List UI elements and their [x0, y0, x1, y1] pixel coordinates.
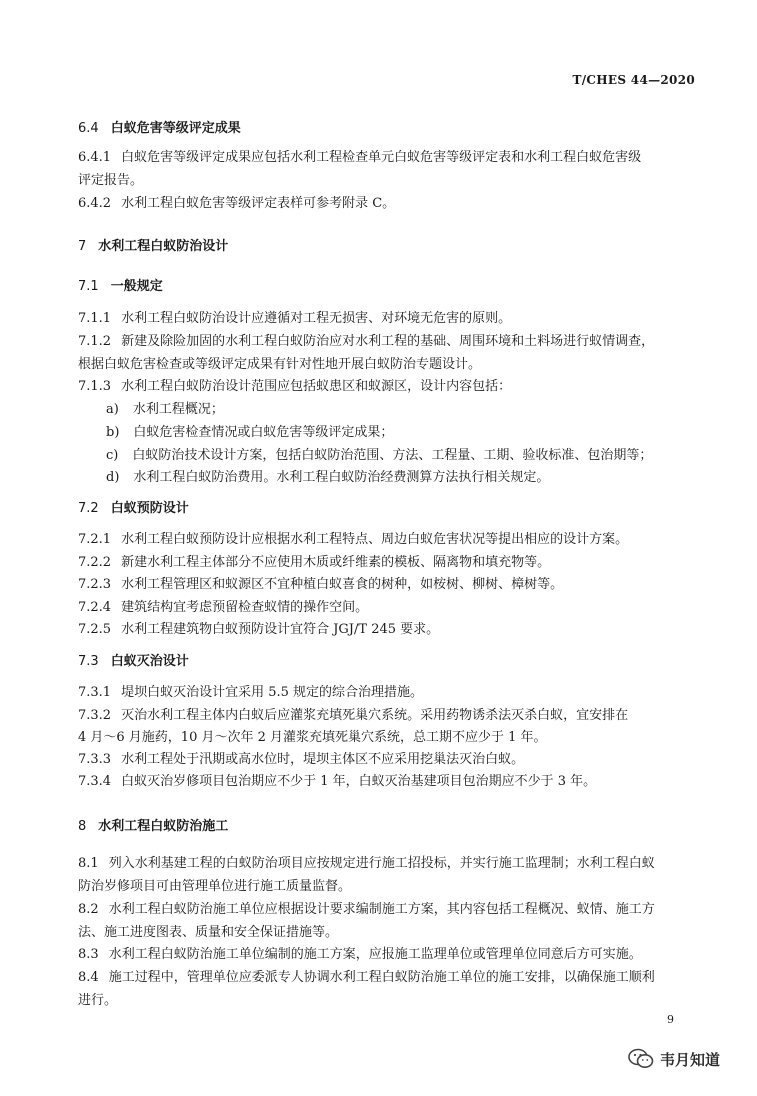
- clause: 6.4.1 白蚁危害等级评定成果应包括水利工程检查单元白蚁危害等级评定表和水利工程白蚁危害级: [78, 150, 642, 165]
- list-item: b) 白蚁危害检查情况或白蚁危害等级评定成果；: [106, 425, 394, 440]
- clause: 7.1.2 新建及除险加固的水利工程白蚁防治应对水利工程的基础、周围环境和土料场进行蚁情调查，: [78, 334, 655, 349]
- document-code: T/CHES 44—2020: [572, 73, 695, 87]
- list-item: a) 水利工程概况；: [106, 402, 224, 417]
- section-heading: 7.2 白蚁预防设计: [78, 501, 189, 516]
- clause-continuation: 进行。: [78, 993, 118, 1008]
- clause: 7.2.4 建筑结构宜考虑预留检查蚁情的操作空间。: [78, 600, 369, 615]
- clause: 7.2.1 水利工程白蚁预防设计应根据水利工程特点、周边白蚁危害状况等提出相应的设计方案。: [78, 532, 629, 547]
- clause: 8.4 施工过程中，管理单位应委派专人协调水利工程白蚁防治施工单位的施工安排，以确保施工顺利: [78, 970, 655, 985]
- watermark-text: 韦月知道: [660, 1050, 721, 1069]
- clause: 7.3.3 水利工程处于汛期或高水位时，堤坝主体区不应采用挖巢法灭治白蚁。: [78, 752, 525, 767]
- clause: 7.2.5 水利工程建筑物白蚁预防设计宜符合 JGJ/T 245 要求。: [78, 622, 440, 637]
- section-heading: 7.1 一般规定: [78, 279, 163, 294]
- clause: 7.3.1 堤坝白蚁灭治设计宜采用 5.5 规定的综合治理措施。: [78, 685, 424, 700]
- clause: 7.1.3 水利工程白蚁防治设计范围应包括蚁患区和蚁源区，设计内容包括：: [78, 379, 512, 394]
- clause: 7.3.4 白蚁灭治岁修项目包治期应不少于 1 年，白蚁灭治基建项目包治期应不少于 3 年。: [78, 774, 597, 789]
- watermark: [628, 1048, 720, 1070]
- clause-continuation: 评定报告。: [78, 173, 144, 188]
- chapter-heading: 7 水利工程白蚁防治设计: [78, 239, 229, 254]
- page-number: 9: [667, 1013, 674, 1026]
- list-item: d) 水利工程白蚁防治费用。水利工程白蚁防治经费测算方法执行相关规定。: [106, 470, 550, 485]
- clause: 8.2 水利工程白蚁防治施工单位应根据设计要求编制施工方案，其内容包括工程概况、蚁情、施工方: [78, 902, 655, 917]
- clause-continuation: 法、施工进度图表、质量和安全保证措施等。: [78, 925, 339, 940]
- clause: 7.3.2 灭治水利工程主体内白蚁后应灌浆充填死巢穴系统。采用药物诱杀法灭杀白蚁，宜安排在: [78, 708, 629, 723]
- clause: 8.1 列入水利基建工程的白蚁防治项目应按规定进行施工招投标，并实行施工监理制；水利工程白蚁: [78, 856, 655, 871]
- chapter-heading: 8 水利工程白蚁防治施工: [78, 819, 229, 834]
- clause: 7.1.1 水利工程白蚁防治设计应遵循对工程无损害、对环境无危害的原则。: [78, 311, 512, 326]
- section-heading: 7.3 白蚁灭治设计: [78, 654, 189, 669]
- wechat-logo-icon: [628, 1048, 654, 1070]
- clause: 7.2.2 新建水利工程主体部分不应使用木质或纤维素的模板、隔离物和填充物等。: [78, 555, 551, 570]
- clause-continuation: 根据白蚁危害检查或等级评定成果有针对性地开展白蚁防治专题设计。: [78, 357, 482, 372]
- list-item: c) 白蚁防治技术设计方案，包括白蚁防治范围、方法、工程量、工期、验收标准、包治期等；: [106, 448, 653, 463]
- clause-continuation: 4 月～6 月施药，10 月～次年 2 月灌浆充填死巢穴系统，总工期不应少于 1 年。: [78, 730, 547, 745]
- clause: 6.4.2 水利工程白蚁危害等级评定表样可参考附录 C。: [78, 196, 396, 211]
- clause: 7.2.3 水利工程管理区和蚁源区不宜种植白蚁喜食的树种，如桉树、柳树、樟树等。: [78, 577, 564, 592]
- clause: 8.3 水利工程白蚁防治施工单位编制的施工方案，应报施工监理单位或管理单位同意后方可实施。: [78, 947, 642, 962]
- clause-continuation: 防治岁修项目可由管理单位进行施工质量监督。: [78, 879, 352, 894]
- section-heading: 6.4 白蚁危害等级评定成果: [78, 121, 241, 136]
